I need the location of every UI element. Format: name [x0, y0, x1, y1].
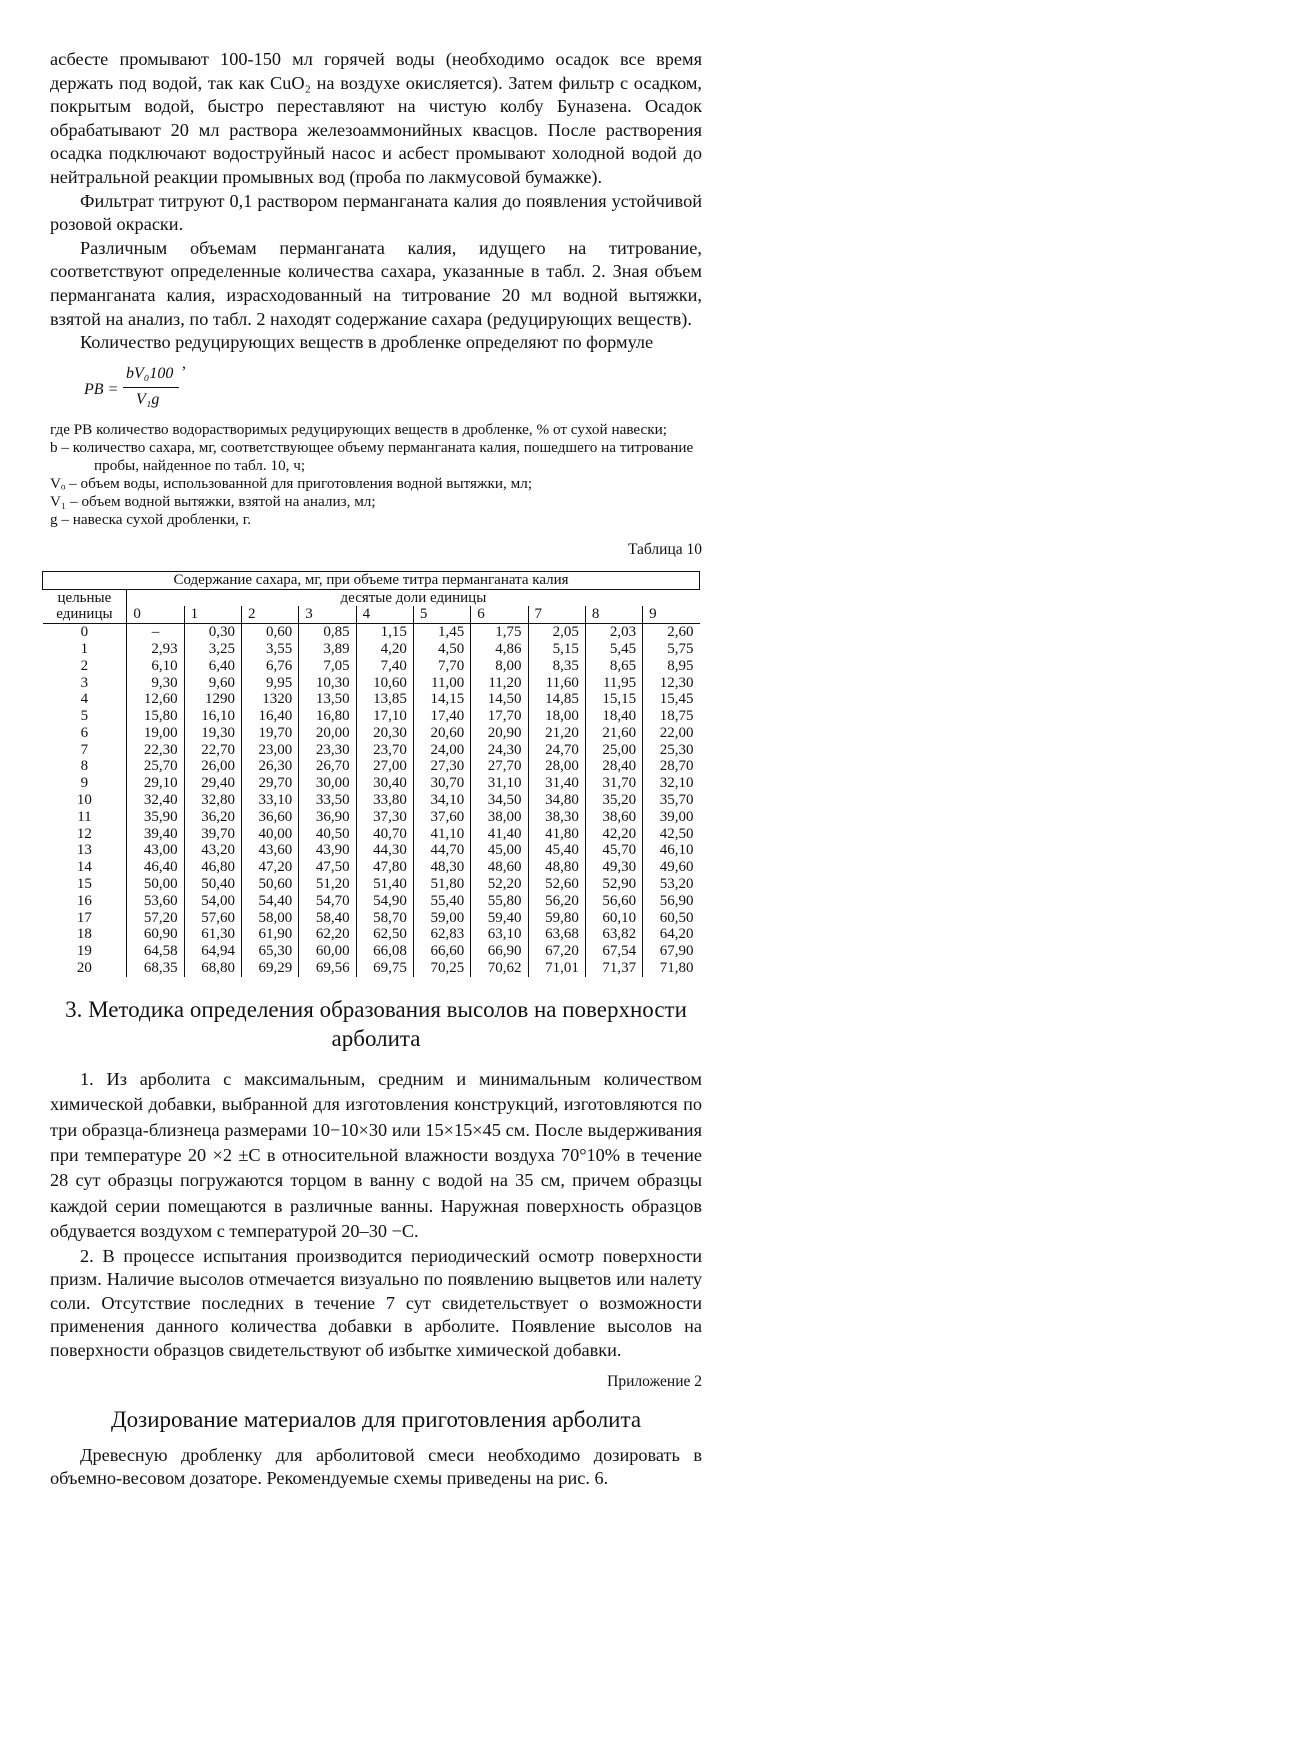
table-cell: 32,40 [127, 792, 184, 809]
table-cell: 45,70 [585, 842, 642, 859]
table-row [43, 859, 700, 876]
column-header: 5 [413, 606, 470, 623]
row-unit-cell: 1 [80, 640, 89, 657]
table-cell: 19,70 [241, 725, 298, 742]
table-cell: 63,82 [585, 926, 642, 943]
table-cell: 61,90 [241, 926, 298, 943]
table-cell: 56,60 [585, 893, 642, 910]
table-cell: 29,10 [127, 775, 184, 792]
table-cell: 18,40 [585, 708, 642, 725]
table-cell: 34,10 [413, 792, 470, 809]
table-row [43, 926, 700, 943]
table-cell: 58,00 [241, 910, 298, 927]
table-cell: 23,30 [299, 742, 356, 759]
table-cell: 31,70 [585, 775, 642, 792]
table-cell: – [127, 624, 184, 641]
table-cell: 11,60 [528, 675, 585, 692]
table-cell: 47,20 [241, 859, 298, 876]
table-cell: 68,35 [127, 960, 184, 977]
table-cell: 22,00 [643, 725, 700, 742]
table-cell: 55,40 [413, 893, 470, 910]
table-cell: 26,30 [241, 758, 298, 775]
table-cell: 22,30 [127, 742, 184, 759]
column-header: 6 [471, 606, 528, 623]
column-header: 0 [127, 606, 184, 623]
table-cell: 11,95 [585, 675, 642, 692]
table-cell: 63,10 [471, 926, 528, 943]
table-row [43, 742, 700, 759]
table-cell: 28,70 [643, 758, 700, 775]
table-row [43, 708, 700, 725]
table-cell: 11,20 [471, 675, 528, 692]
row-header-bottom: единицы [43, 606, 127, 623]
table-cell: 20,00 [299, 725, 356, 742]
table-cell: 32,80 [184, 792, 241, 809]
table-cell: 64,94 [184, 943, 241, 960]
row-unit-cell: 14 [76, 859, 92, 876]
table-cell: 3,89 [299, 641, 356, 658]
table-cell: 30,70 [413, 775, 470, 792]
table-cell: 22,70 [184, 742, 241, 759]
table-cell: 45,00 [471, 842, 528, 859]
table-cell: 52,90 [585, 876, 642, 893]
table-cell: 56,90 [643, 893, 700, 910]
table-cell: 66,60 [413, 943, 470, 960]
table-cell: 3,25 [184, 641, 241, 658]
table-cell: 14,50 [471, 691, 528, 708]
column-header: 9 [643, 606, 700, 623]
table-cell: 1,15 [356, 624, 413, 641]
table-row [43, 943, 700, 960]
table-row [43, 876, 700, 893]
column-header: 3 [299, 606, 356, 623]
table-cell: 48,60 [471, 859, 528, 876]
table-cell: 43,20 [184, 842, 241, 859]
table-row [43, 893, 700, 910]
row-unit-cell: 6 [80, 724, 89, 741]
definition-item: где PB количество водорастворимых редуцирующих веществ в дробленке, % от сухой навески; [50, 420, 667, 438]
table-cell: 60,00 [299, 943, 356, 960]
sugar-content-table [42, 571, 700, 977]
table-cell: 45,40 [528, 842, 585, 859]
table-cell: 46,10 [643, 842, 700, 859]
table-cell: 54,70 [299, 893, 356, 910]
table-cell: 37,60 [413, 809, 470, 826]
table-cell: 58,40 [299, 910, 356, 927]
formula-lhs: PB = [84, 380, 119, 398]
table-cell: 58,70 [356, 910, 413, 927]
table-cell: 54,40 [241, 893, 298, 910]
table-cell: 67,20 [528, 943, 585, 960]
table-cell: 36,60 [241, 809, 298, 826]
table-cell: 63,68 [528, 926, 585, 943]
table-cell: 31,40 [528, 775, 585, 792]
table-cell: 48,80 [528, 859, 585, 876]
table-cell: 30,00 [299, 775, 356, 792]
table-cell: 32,10 [643, 775, 700, 792]
table-cell: 7,40 [356, 658, 413, 675]
table-row [43, 842, 700, 859]
table-cell: 24,30 [471, 742, 528, 759]
definition-item: b – количество сахара, мг, соответствующее объему перманганата калия, пошедшего на титрование пробы, найденное по табл. 10, ч; [50, 438, 694, 474]
table-cell: 29,40 [184, 775, 241, 792]
paragraph: Фильтрат титруют 0,1 раствором перманганата калия до появления устойчивой розовой окраски. [50, 190, 702, 235]
table-cell: 39,00 [643, 809, 700, 826]
row-unit-cell: 5 [80, 708, 89, 725]
table-cell: 51,40 [356, 876, 413, 893]
table-cell: 49,30 [585, 859, 642, 876]
table-cell: 43,90 [299, 842, 356, 859]
variable-definitions [50, 421, 702, 529]
table-row [43, 792, 700, 809]
row-unit-cell: 0 [80, 624, 89, 641]
table-cell: 71,80 [643, 960, 700, 977]
table-cell: 17,40 [413, 708, 470, 725]
table-cell: 34,50 [471, 792, 528, 809]
table-cell: 41,10 [413, 826, 470, 843]
table-cell: 3,55 [241, 641, 298, 658]
table-cell: 25,70 [127, 758, 184, 775]
table-cell: 2,05 [528, 624, 585, 641]
table-cell: 17,70 [471, 708, 528, 725]
table-cell: 17,10 [356, 708, 413, 725]
fraction-bar [123, 387, 179, 388]
table-cell: 26,70 [299, 758, 356, 775]
table-cell: 10,60 [356, 675, 413, 692]
table-cell: 15,15 [585, 691, 642, 708]
table-row [43, 758, 700, 775]
table-row [43, 624, 700, 641]
table-cell: 14,85 [528, 691, 585, 708]
table-cell: 13,85 [356, 691, 413, 708]
table-cell: 38,60 [585, 809, 642, 826]
table-cell: 62,83 [413, 926, 470, 943]
table-cell: 54,00 [184, 893, 241, 910]
table-cell: 34,80 [528, 792, 585, 809]
table-cell: 50,00 [127, 876, 184, 893]
column-group-header: десятые доли единицы [127, 589, 700, 606]
table-cell: 6,76 [241, 658, 298, 675]
table-cell: 9,95 [241, 675, 298, 692]
table-cell: 8,65 [585, 658, 642, 675]
table-cell: 64,58 [127, 943, 184, 960]
row-unit-cell: 13 [76, 842, 92, 859]
appendix-label: Приложение 2 [607, 1372, 702, 1390]
table-cell: 54,90 [356, 893, 413, 910]
table-cell: 67,54 [585, 943, 642, 960]
table-cell: 33,50 [299, 792, 356, 809]
table-cell: 27,70 [471, 758, 528, 775]
table-cell: 44,30 [356, 842, 413, 859]
row-header-top: цельные [57, 589, 112, 606]
column-header: 4 [356, 606, 413, 623]
table-cell: 42,50 [643, 826, 700, 843]
table-cell: 46,80 [184, 859, 241, 876]
table-cell: 69,56 [299, 960, 356, 977]
table-cell: 36,90 [299, 809, 356, 826]
table-cell: 7,70 [413, 658, 470, 675]
table-cell: 13,50 [299, 691, 356, 708]
table-cell: 40,00 [241, 826, 298, 843]
table-row [43, 675, 700, 692]
table-cell: 60,10 [585, 910, 642, 927]
table-cell: 4,50 [413, 641, 470, 658]
table-cell: 47,80 [356, 859, 413, 876]
table-cell: 41,80 [528, 826, 585, 843]
row-unit-cell: 16 [76, 892, 92, 909]
table-cell: 70,25 [413, 960, 470, 977]
table-cell: 39,70 [184, 826, 241, 843]
table-cell: 52,20 [471, 876, 528, 893]
table-cell: 40,50 [299, 826, 356, 843]
table-cell: 31,10 [471, 775, 528, 792]
table-cell: 53,60 [127, 893, 184, 910]
table-cell: 1,75 [471, 624, 528, 641]
row-unit-cell: 3 [80, 674, 89, 691]
table-cell: 27,00 [356, 758, 413, 775]
paragraph: Различным объемам перманганата калия, идущего на титрование, соответствуют определенные количества сахара, указанные в табл. 2. Зная объем перманганата калия, израсходованный на титрование 20 мл водной вытяжки, взятой на анализ, по табл. 2 находят содержание сахара (редуцирующих веществ). [50, 237, 702, 329]
table-cell: 62,50 [356, 926, 413, 943]
table-cell: 6,40 [184, 658, 241, 675]
table-cell: 52,60 [528, 876, 585, 893]
table-cell: 10,30 [299, 675, 356, 692]
table-cell: 9,60 [184, 675, 241, 692]
appendix-heading: Дозирование материалов для приготовления арболита [110, 1406, 642, 1432]
table-cell: 23,70 [356, 742, 413, 759]
table-cell: 51,80 [413, 876, 470, 893]
document-page [50, 48, 702, 1491]
definition-item: g – навеска сухой дробленки, г. [50, 510, 252, 528]
paragraph: 2. В процессе испытания производится периодический осмотр поверхности призм. Наличие высолов отмечается визуально по появлению выцветов или налету соли. Отсутствие последних в течение 7 сут свидетельствует о возможности применения данного количества добавки в арболите. Появление высолов на поверхности образцов свидетельствуют об избытке химической добавки. [50, 1245, 702, 1361]
table-cell: 16,10 [184, 708, 241, 725]
row-unit-cell: 12 [76, 825, 92, 842]
table-cell: 49,60 [643, 859, 700, 876]
table-cell: 50,40 [184, 876, 241, 893]
table-cell: 40,70 [356, 826, 413, 843]
paragraph: 1. Из арболита с максимальным, средним и минимальным количеством химической добавки, выбранной для изготовления конструкций, изготовляются по три образца-близнеца размерами 10−10×30 или 15×15×45 см. После выдерживания при температуре 20 ×2 ±С в относительной влажности воздуха 70°10% в течение 28 сут образцы погружаются торцом в ванну с водой на 35 см, причем образцы каждой серии помещаются в различные ванны. Наружная поверхность образцов обдувается воздухом с температурой 20–30 −С. [50, 1068, 702, 1242]
table-cell: 21,20 [528, 725, 585, 742]
row-unit-cell: 7 [80, 741, 89, 758]
table-cell: 5,75 [643, 641, 700, 658]
table-cell: 25,30 [643, 742, 700, 759]
table-cell: 6,10 [127, 658, 184, 675]
table-cell: 70,62 [471, 960, 528, 977]
table-cell: 53,20 [643, 876, 700, 893]
table-cell: 71,01 [528, 960, 585, 977]
table-caption: Таблица 10 [627, 540, 702, 558]
table-cell: 33,80 [356, 792, 413, 809]
formula-denominator: V₁g [136, 390, 160, 408]
section-heading: 3. Методика определения образования высолов на поверхности арболита [65, 996, 687, 1051]
table-cell: 27,30 [413, 758, 470, 775]
table-cell: 1,45 [413, 624, 470, 641]
table-cell: 35,90 [127, 809, 184, 826]
table-cell: 59,40 [471, 910, 528, 927]
table-cell: 28,00 [528, 758, 585, 775]
table-cell: 43,00 [127, 842, 184, 859]
table-cell: 47,50 [299, 859, 356, 876]
table-cell: 16,40 [241, 708, 298, 725]
table-cell: 21,60 [585, 725, 642, 742]
table-cell: 42,20 [585, 826, 642, 843]
table-row [43, 910, 700, 927]
table-cell: 9,30 [127, 675, 184, 692]
table-cell: 5,15 [528, 641, 585, 658]
table-cell: 38,00 [471, 809, 528, 826]
table-cell: 39,40 [127, 826, 184, 843]
row-unit-cell: 11 [77, 808, 92, 825]
table-cell: 12,60 [127, 691, 184, 708]
table-cell: 37,30 [356, 809, 413, 826]
table-cell: 20,90 [471, 725, 528, 742]
table-cell: 1320 [241, 691, 298, 708]
table-cell: 18,75 [643, 708, 700, 725]
table-cell: 19,30 [184, 725, 241, 742]
row-unit-cell: 2 [80, 657, 89, 674]
table-cell: 0,30 [184, 624, 241, 641]
table-cell: 46,40 [127, 859, 184, 876]
table-cell: 67,90 [643, 943, 700, 960]
table-cell: 71,37 [585, 960, 642, 977]
table-row [43, 641, 700, 658]
table-cell: 16,80 [299, 708, 356, 725]
table-cell: 29,70 [241, 775, 298, 792]
table-cell: 69,75 [356, 960, 413, 977]
table-cell: 15,45 [643, 691, 700, 708]
table-cell: 50,60 [241, 876, 298, 893]
table-cell: 2,60 [643, 624, 700, 641]
table-cell: 0,60 [241, 624, 298, 641]
table-cell: 38,30 [528, 809, 585, 826]
table-cell: 43,60 [241, 842, 298, 859]
row-unit-cell: 4 [80, 691, 89, 708]
table-cell: 25,00 [585, 742, 642, 759]
table-cell: 36,20 [184, 809, 241, 826]
table-cell: 69,29 [241, 960, 298, 977]
table-cell: 1290 [184, 691, 241, 708]
table-cell: 8,35 [528, 658, 585, 675]
table-row [43, 658, 700, 675]
table-cell: 2,03 [585, 624, 642, 641]
table-cell: 20,30 [356, 725, 413, 742]
table-cell: 19,00 [127, 725, 184, 742]
table-cell: 48,30 [413, 859, 470, 876]
table-cell: 60,50 [643, 910, 700, 927]
table-cell: 51,20 [299, 876, 356, 893]
row-unit-cell: 9 [80, 775, 89, 792]
table-cell: 12,30 [643, 675, 700, 692]
table-cell: 66,08 [356, 943, 413, 960]
table-cell: 4,86 [471, 641, 528, 658]
row-unit-cell: 8 [80, 758, 89, 775]
table-cell: 35,70 [643, 792, 700, 809]
paragraph: Количество редуцирующих веществ в дробленке определяют по формуле [80, 332, 654, 353]
table-cell: 33,10 [241, 792, 298, 809]
table-cell: 4,20 [356, 641, 413, 658]
table-title: Содержание сахара, мг, при объеме титра перманганата калия [43, 571, 700, 589]
table-cell: 0,85 [299, 624, 356, 641]
table-cell: 65,30 [241, 943, 298, 960]
table-cell: 14,15 [413, 691, 470, 708]
table-cell: 30,40 [356, 775, 413, 792]
formula-trailing: , [182, 354, 186, 372]
table-cell: 7,05 [299, 658, 356, 675]
paragraph: Древесную дробленку для арболитовой смеси необходимо дозировать в объемно-весовом дозаторе. Рекомендуемые схемы приведены на рис. 6. [50, 1444, 702, 1489]
column-header: 7 [528, 606, 585, 623]
table-cell: 57,60 [184, 910, 241, 927]
table-cell: 44,70 [413, 842, 470, 859]
formula [50, 354, 702, 419]
table-cell: 59,00 [413, 910, 470, 927]
table-row [43, 691, 700, 708]
table-cell: 66,90 [471, 943, 528, 960]
table-cell: 57,20 [127, 910, 184, 927]
table-cell: 64,20 [643, 926, 700, 943]
table-cell: 60,90 [127, 926, 184, 943]
table-cell: 62,20 [299, 926, 356, 943]
row-unit-cell: 15 [76, 876, 92, 893]
row-unit-cell: 19 [76, 943, 92, 960]
table-cell: 20,60 [413, 725, 470, 742]
table-cell: 24,70 [528, 742, 585, 759]
table-cell: 28,40 [585, 758, 642, 775]
row-unit-cell: 20 [76, 960, 92, 977]
table-cell: 18,00 [528, 708, 585, 725]
table-cell: 55,80 [471, 893, 528, 910]
table-cell: 41,40 [471, 826, 528, 843]
table-cell: 2,93 [127, 641, 184, 658]
table-cell: 61,30 [184, 926, 241, 943]
table-cell: 68,80 [184, 960, 241, 977]
table-cell: 24,00 [413, 742, 470, 759]
paragraph: асбесте промывают 100-150 мл горячей воды (необходимо осадок все время держать под водой, так как CuO₂ на воздухе окисляется). Затем фильтр с осадком, покрытым водой, быстро переставляют на чистую колбу Буназена. Осадок обрабатывают 20 мл раствора железоаммонийных квасцов. После растворения осадка подключают водоструйный насос и асбест промывают холодной водой до нейтральной реакции промывных вод (проба по лакмусовой бумажке). [50, 49, 702, 187]
column-header: 2 [241, 606, 298, 623]
table-row [43, 826, 700, 843]
table-cell: 8,00 [471, 658, 528, 675]
table-row [43, 725, 700, 742]
table-cell: 23,00 [241, 742, 298, 759]
row-unit-cell: 17 [76, 909, 92, 926]
table-row [43, 960, 700, 977]
column-header: 1 [184, 606, 241, 623]
row-unit-cell: 18 [76, 926, 92, 943]
table-cell: 56,20 [528, 893, 585, 910]
definition-item: V₁ – объем водной вытяжки, взятой на анализ, мл; [50, 492, 376, 510]
definition-item: Vₒ – объем воды, использованной для приготовления водной вытяжки, мл; [50, 474, 533, 492]
table-row [43, 775, 700, 792]
table-cell: 15,80 [127, 708, 184, 725]
table-cell: 26,00 [184, 758, 241, 775]
table-cell: 59,80 [528, 910, 585, 927]
table-cell: 5,45 [585, 641, 642, 658]
table-cell: 8,95 [643, 658, 700, 675]
formula-numerator: bV₀100 [126, 364, 174, 382]
table-row [43, 809, 700, 826]
table-cell: 35,20 [585, 792, 642, 809]
table-cell: 11,00 [413, 675, 470, 692]
row-unit-cell: 10 [76, 792, 92, 809]
column-header: 8 [585, 606, 642, 623]
